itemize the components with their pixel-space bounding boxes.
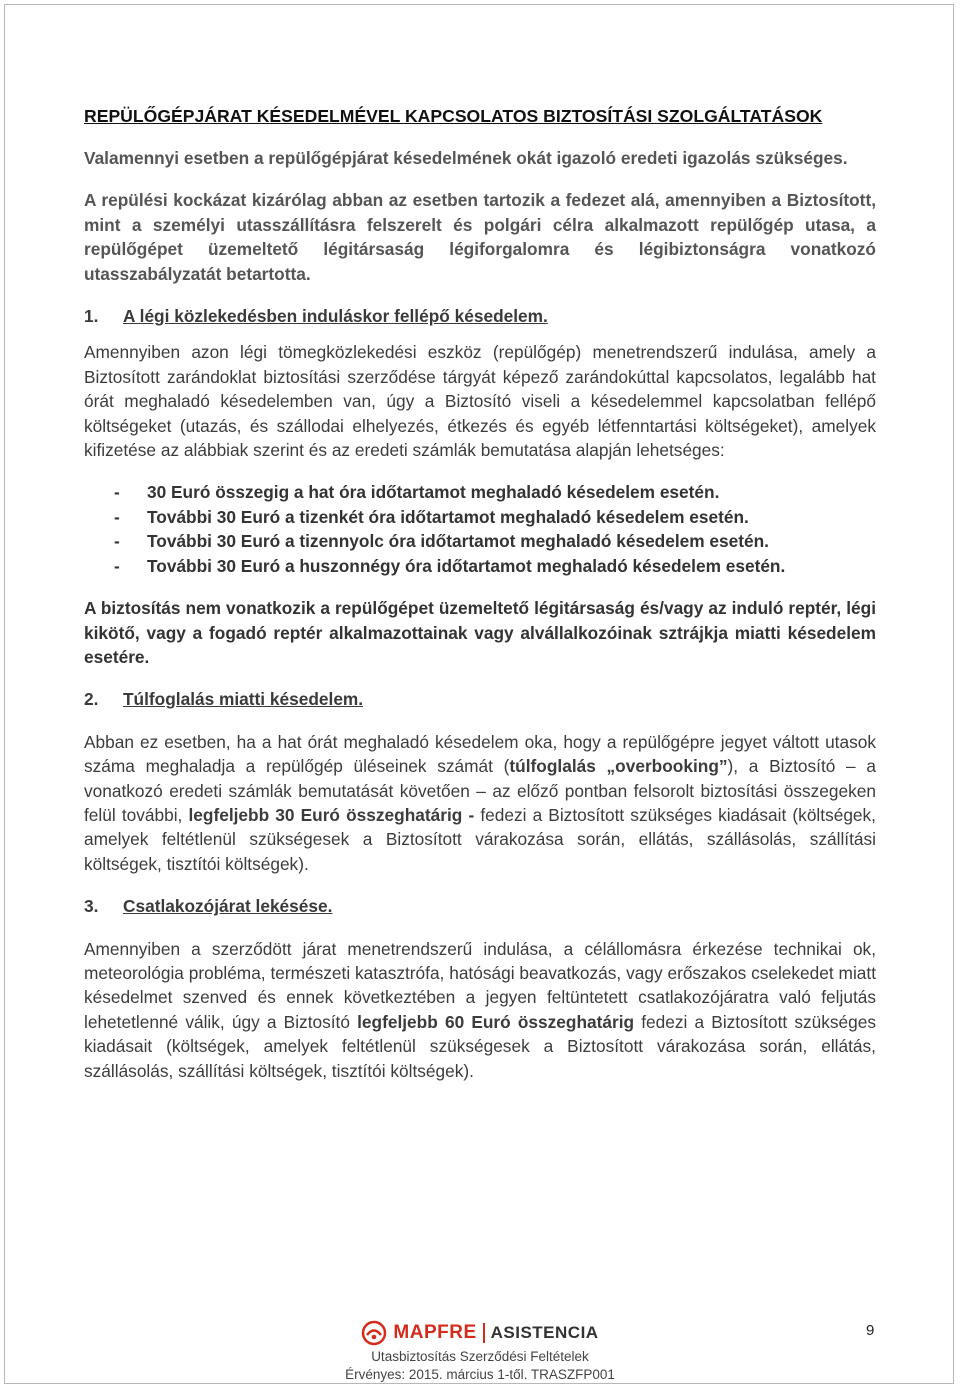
- intro-paragraph-2: A repülési kockázat kizárólag abban az esetben tartozik a fedezet alá, amennyiben a Biztosított, mint a személyi utasszállításra felszerelt és polgári célra alkalmazott repülőgép utasa, a repülőgépet üzemeltető légitársaság légiforgalomra és légibiztonságra vonatkozó utasszabályzatát betartotta.: [84, 190, 876, 284]
- logo-divider: [483, 1323, 485, 1343]
- section-1-exclusion: A biztosítás nem vonatkozik a repülőgépet üzemeltető légitársaság és/vagy az induló reptér, légi kikötő, vagy a fogadó reptér alkalmazottainak vagy alvállalkozóinak sztrájkja miatti késedelem esetére.: [84, 598, 876, 667]
- mapfre-logo: [0, 1318, 960, 1348]
- limit-60-euro: legfeljebb 60 Euró összeghatárig: [357, 1011, 635, 1032]
- page-number: 9: [866, 1322, 875, 1339]
- section-2-number: 2.: [84, 689, 99, 710]
- section-1-number: 1.: [84, 306, 99, 327]
- section-1-title: A légi közlekedésben induláskor fellépő késedelem.: [123, 306, 548, 327]
- footer-line-2: Érvényes: 2015. március 1-től. TRASZFP001: [345, 1367, 615, 1382]
- section-1-body: Amennyiben azon légi tömegközlekedési eszköz (repülőgép) menetrendszerű indulása, amely a Biztosított zarándoklat biztosítási szerződése tárgyát képező zarándokúttal kapcsolatos, legalább hat órát meghaladó késedelemben van, úgy a Biztosító viseli a késedelemmel kapcsolatban fellépő költségeket (utazás, és szállodai elhelyezés, étkezés és egyéb létfenntartási költségeket), amelyek kifizetése az alábbiak szerint és az eredeti számlák bemutatása alapján lehetséges:: [84, 342, 876, 461]
- list-item: [84, 480, 876, 504]
- section-3-body: Amennyiben a szerződött járat menetrendszerű indulása, a célállomásra érkezése technikai ok, meteorológia probléma, természeti katasztrófa, hatósági beavatkozás, vagy erőszakos cselekedet miatt késedelmet szenved és ennek következtében a jegyen feltüntetett csatlakozójáratra való feljutás lehetetlenné válik, úgy a Biztosító legfeljebb 60 Euró összeghatárig fedezi a Biztosított szükséges kiadásait (költségek, amelyek feltétlenül szükségesek a Biztosított várakozása során, ellátás, szállásolás, szállítási költségek, tisztítói költségek).: [84, 938, 876, 1081]
- section-2-heading: [84, 687, 876, 711]
- section-3-heading: [84, 894, 876, 918]
- list-dash: -: [114, 555, 120, 576]
- section-3-title: Csatlakozójárat lekésése.: [123, 896, 333, 917]
- section-1-heading: [84, 304, 876, 328]
- list-item-text: 30 Euró összegig a hat óra időtartamot meghaladó késedelem esetén.: [147, 482, 720, 503]
- list-item: [84, 529, 876, 553]
- limit-30-euro: legfeljebb 30 Euró összeghatárig -: [188, 804, 475, 825]
- page-footer: [0, 1318, 960, 1384]
- footer-line-1: Utasbiztosítás Szerződési Feltételek: [371, 1349, 589, 1364]
- mapfre-emblem-icon: [361, 1320, 387, 1346]
- section-2-body: Abban ez esetben, ha a hat órát meghaladó késedelem oka, hogy a repülőgépre jegyet váltott utasok száma meghaladja a repülőgép üléseinek számát (túlfoglalás „overbooking”), a Biztosító – a vonatkozó eredeti számlák bemutatását követően – az előző pontban felsorolt biztosítási összegeken felül további, legfeljebb 30 Euró összeghatárig - fedezi a Biztosított szükséges kiadásait (költségek, amelyek feltétlenül szükségesek a Biztosított várakozása során, ellátás, szállásolás, szállítási költségek, tisztítói költségek).: [84, 731, 876, 874]
- list-dash: -: [114, 506, 120, 527]
- section-1-list: [84, 480, 876, 578]
- list-item-text: További 30 Euró a tizennyolc óra időtartamot meghaladó késedelem esetén.: [147, 531, 769, 552]
- list-dash: -: [114, 531, 120, 552]
- list-item-text: További 30 Euró a tizenkét óra időtartamot meghaladó késedelem esetén.: [147, 506, 749, 527]
- list-item-text: További 30 Euró a huszonnégy óra időtartamot meghaladó késedelem esetén.: [147, 555, 786, 576]
- overbooking-term: túlfoglalás „overbooking”: [509, 756, 728, 777]
- list-item: [84, 554, 876, 578]
- section-2-title: Túlfoglalás miatti késedelem.: [123, 689, 364, 710]
- section-3-number: 3.: [84, 896, 99, 917]
- list-item: [84, 505, 876, 529]
- page-title: REPÜLŐGÉPJÁRAT KÉSEDELMÉVEL KAPCSOLATOS BIZTOSÍTÁSI SZOLGÁLTATÁSOK: [84, 106, 823, 126]
- list-dash: -: [114, 482, 120, 503]
- logo-brand-text: MAPFRE: [393, 1322, 477, 1343]
- intro-paragraph-1: Valamennyi esetben a repülőgépjárat késedelmének okát igazoló eredeti igazolás szükséges.: [84, 148, 848, 168]
- document-body: [84, 104, 876, 1083]
- logo-product-text: ASISTENCIA: [490, 1323, 599, 1342]
